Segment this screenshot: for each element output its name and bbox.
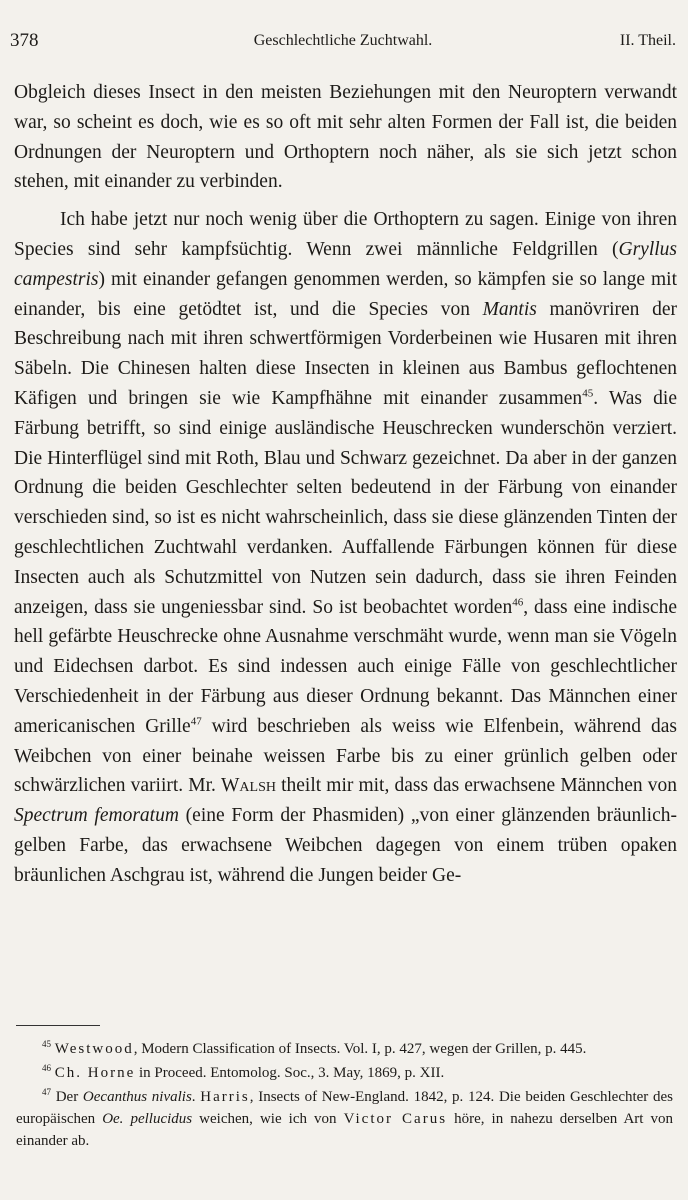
text-run: wird beschrieben als weiss wie Elfenbein, während das Weibchen von einer beinahe weissen Farbe bis zu einer grünlich gelben oder schwärzlichen variirt. Mr.	[14, 715, 677, 797]
footnote-text: Der	[55, 1089, 83, 1105]
species-name: Spectrum femoratum	[14, 805, 179, 827]
species-name: Oecanthus nivalis	[82, 1089, 192, 1105]
footnote-author: Harris	[200, 1089, 250, 1105]
part-label: II. Theil.	[619, 32, 676, 49]
footnote-author: Ch. Horne	[54, 1065, 136, 1081]
footnote-number: 47	[42, 1087, 51, 1097]
footnote-text: höre, in nahezu derselben Art von einander ab.	[16, 1111, 673, 1149]
footnote-text: .	[191, 1089, 201, 1105]
footnote-text: weichen, wie ich von	[192, 1111, 344, 1127]
footnote-ref[interactable]: 46	[512, 596, 524, 609]
footnote-text: , Modern Classification of Insects. Vol. I, p. 427, wegen der Grillen, p. 445.	[133, 1041, 587, 1057]
footnote-number: 45	[42, 1039, 51, 1049]
paragraph-2	[14, 205, 677, 890]
species-name: Gryllus campestris	[14, 238, 677, 290]
text-run: theilt mir mit, dass das erwachsene Männchen von	[275, 775, 677, 797]
running-title: Geschlechtliche Zuchtwahl.	[253, 32, 433, 49]
footnote-divider	[16, 1025, 100, 1026]
footnote-number: 46	[42, 1063, 51, 1073]
footnote-text: in Proceed. Entomolog. Soc., 3. May, 1869, p. XII.	[135, 1065, 445, 1081]
footnote-ref[interactable]: 45	[582, 387, 594, 400]
species-name: Oe. pellucidus	[102, 1111, 193, 1127]
text-run: manövriren der Beschreibung nach mit ihren schwertförmigen Vorderbeinen wie Husaren mit ihren Säbeln. Die Chinesen halten diese Insecten in kleinen aus Bambus geflochtenen Käfigen und bringen sie wie Kampfhähne mit einander zusammen	[14, 298, 677, 409]
author-name: Walsh	[221, 775, 276, 797]
text-run: ) mit einander gefangen genommen werden, so kämpfen sie so lange mit einander, bis eine getödtet ist, und die Species von	[14, 268, 677, 320]
text-run: (eine Form der Phasmiden) „von einer glänzenden bräunlich-gelben Farbe, das erwachsene Weibchen dagegen von einem trüben opaken bräunlichen Aschgrau ist, während die Jungen beider Ge-	[14, 805, 677, 886]
footnotes	[16, 1038, 673, 1154]
footnote-47	[16, 1086, 673, 1152]
footnote-ref[interactable]: 47	[190, 715, 202, 728]
page-header	[10, 30, 676, 58]
footnote-text: , Insects of New-England. 1842, p. 124. Die beiden Geschlechter des europäischen	[16, 1089, 674, 1127]
footnote-45	[16, 1038, 673, 1060]
footnote-46	[16, 1062, 673, 1084]
main-text	[14, 78, 677, 891]
text-run: Ich habe jetzt nur noch wenig über die Orthoptern zu sagen. Einige von ihren Species sind sehr kampfsüchtig. Wenn zwei männliche Feldgrillen (	[14, 209, 677, 260]
paragraph-1: Obgleich dieses Insect in den meisten Beziehungen mit den Neuroptern verwandt war, so scheint es doch, wie es so oft mit sehr alten Formen der Fall ist, die beiden Ordnungen der Neuroptern und Orthoptern noch näher, als sie sich jetzt schon stehen, mit einander zu verbinden.	[14, 82, 677, 193]
footnote-author: Victor Carus	[343, 1111, 448, 1127]
genus-name: Mantis	[482, 298, 537, 320]
text-run: . Was die Färbung betrifft, so sind einige ausländische Heuschrecken wunderschön verziert. Die Hinterflügel sind mit Roth, Blau und Schwarz gezeichnet. Da aber in der ganzen Ordnung die beiden Geschlechter selten bedeutend in der Färbung von einander verschieden sind, so ist es nicht wahrscheinlich, dass sie diese glänzenden Tinten der geschlechtlichen Zuchtwahl verdanken. Auffallende Färbungen können für diese Insecten auch als Schutzmittel von Nutzen sein dadurch, dass sie ihren Feinden anzeigen, dass sie ungeniessbar sind. So ist beobachtet worden	[14, 387, 677, 618]
page-number: 378	[10, 30, 39, 51]
text-run: , dass eine indische hell gefärbte Heuschrecke ohne Ausnahme verschmäht wurde, wenn man sie Vögeln und Eidechsen darbot. Es sind indessen auch einige Fälle von geschlechtlicher Verschiedenheit in der Färbung aus dieser Ordnung bekannt. Das Männchen einer americanischen Grille	[14, 596, 677, 737]
footnote-author: Westwood	[54, 1041, 134, 1057]
